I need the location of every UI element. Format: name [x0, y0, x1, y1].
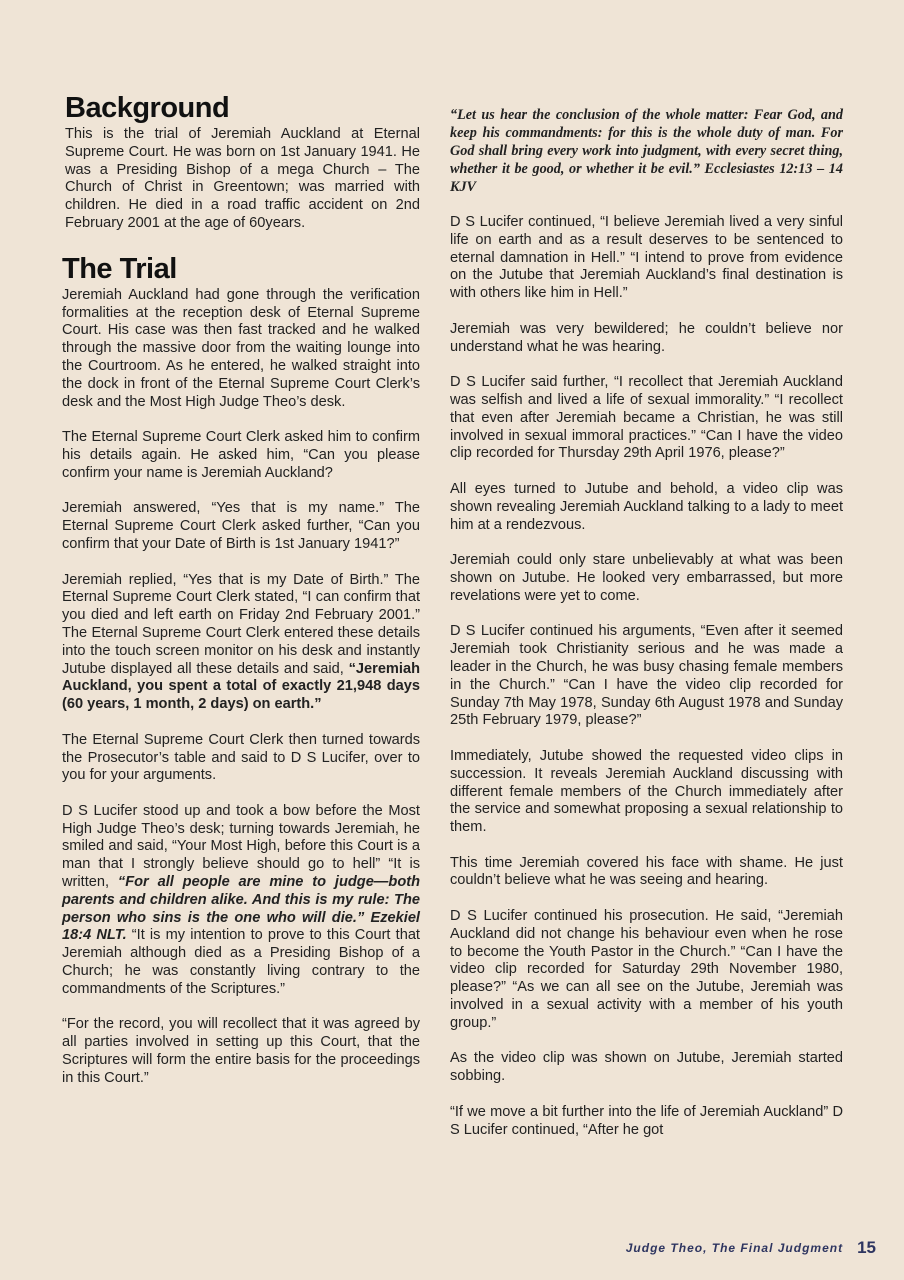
left-column — [62, 90, 420, 1105]
ezekiel-quote: “For all people are mine to judge—both parents and children alike. And this is my rule: The person who sins is the one who will die.” Ezekiel 18:4 NLT. — [62, 874, 421, 944]
footer-book-title: Judge Theo, The Final Judgment — [625, 1241, 844, 1255]
trial-paragraph-2: The Eternal Supreme Court Clerk asked him to confirm his details again. He asked him, “Can you please confirm your name is Jeremiah Auckland? — [62, 429, 420, 481]
right-paragraph-8: This time Jeremiah covered his face with shame. He just couldn’t believe what he was seeing and hearing. — [450, 854, 843, 889]
page-footer — [626, 1238, 876, 1258]
trial-paragraph-6-text: D S Lucifer stood up and took a bow before the Most High Judge Theo’s desk; turning towards Jeremiah, he smiled and said, “Your Most High, before this Court is a man that I strongly believe should go to hell” “It is written, — [62, 802, 420, 891]
right-paragraph-4: All eyes turned to Jutube and behold, a video clip was shown revealing Jeremiah Auckland talking to a lady to meet him at a rendezvous. — [450, 480, 843, 533]
trial-heading: The Trial — [62, 252, 177, 285]
right-paragraph-2: Jeremiah was very bewildered; he couldn’t believe nor understand what he was hearing. — [450, 320, 843, 355]
right-paragraph-5: Jeremiah could only stare unbelievably at what was been shown on Jutube. He looked very embarrassed, but more revelations were yet to come. — [450, 552, 843, 604]
trial-paragraph-6 — [62, 803, 420, 999]
right-paragraph-3: D S Lucifer said further, “I recollect that Jeremiah Auckland was selfish and lived a life of sexual immorality.” “I recollect that even after Jeremiah became a Christian, he was still involved in sexual immoral practices.” “Can I have the video clip recorded for Thursday 29th April 1976, please?” — [450, 374, 843, 462]
right-column — [450, 90, 843, 1157]
background-heading: Background — [65, 92, 230, 124]
days-on-earth-statement: “Jeremiah Auckland, you spent a total of exactly 21,948 days (60 years, 1 month, 2 days) on earth.” — [62, 660, 420, 713]
trial-paragraph-4-text: Jeremiah replied, “Yes that is my Date of Birth.” The Eternal Supreme Court Clerk stated, “I can confirm that you died and left earth on Friday 2nd February 2001.” The Eternal Supreme Court Clerk entered these details into the touch screen monitor on his desk and instantly Jutube displayed all these details and said, — [62, 571, 420, 677]
page-number: 15 — [857, 1238, 876, 1257]
trial-paragraph-6-continued: “It is my intention to prove to this Court that Jeremiah although died as a Presiding Bishop of a Church; he was constantly living contrary to the commandments of the Scriptures.” — [62, 927, 420, 997]
background-paragraph: This is the trial of Jeremiah Auckland at Eternal Supreme Court. He was born on 1st January 1941. He was a Presiding Bishop of a mega Church – The Church of Christ in Greentown; was married with children. He died in a road traffic accident on 2nd February 2001 at the age of 60years. — [65, 126, 420, 231]
trial-paragraph-5: The Eternal Supreme Court Clerk then turned towards the Prosecutor’s table and said to D S Lucifer, over to you for your arguments. — [62, 731, 420, 784]
trial-paragraph-7: “For the record, you will recollect that it was agreed by all parties involved in setting up this Court, that the Scriptures will form the entire basis for the proceedings in this Court.” — [62, 1016, 420, 1086]
right-paragraph-6: D S Lucifer continued his arguments, “Even after it seemed Jeremiah took Christianity serious and he was made a leader in the Church, he was busy chasing female members in the Church.” “Can I have the video clip recorded for Sunday 7th May 1978, Sunday 6th August 1978 and Sunday 25th February 1979, please?” — [450, 623, 843, 729]
right-paragraph-1: D S Lucifer continued, “I believe Jeremiah lived a very sinful life on earth and as a result deserves to be sentenced to eternal damnation in Hell.” “I intend to prove from evidence on the Jutube that Jeremiah Auckland’s final destination is with others like him in Hell.” — [450, 214, 843, 302]
right-paragraph-10: As the video clip was shown on Jutube, Jeremiah started sobbing. — [450, 1050, 843, 1085]
trial-paragraph-4 — [62, 572, 420, 714]
trial-paragraph-3: Jeremiah answered, “Yes that is my name.” The Eternal Supreme Court Clerk asked further, “Can you confirm that your Date of Birth is 1st January 1941?” — [62, 500, 420, 552]
trial-paragraph-1: Jeremiah Auckland had gone through the verification formalities at the reception desk of Eternal Supreme Court. His case was then fast tracked and he walked through the massive door from the waiting lounge into the Courtroom. As he entered, he walked straight into the dock in front of the Eternal Supreme Court Clerk’s desk and the Most High Judge Theo’s desk. — [62, 286, 420, 410]
right-paragraph-7: Immediately, Jutube showed the requested video clips in succession. It reveals Jeremiah Auckland discussing with different female members of the Church immediately after the service and somewhat proposing a sexual relationship to them. — [450, 747, 843, 836]
right-paragraph-11: “If we move a bit further into the life of Jeremiah Auckland” D S Lucifer continued, “After he got — [450, 1103, 843, 1138]
ecclesiastes-quote: “Let us hear the conclusion of the whole matter: Fear God, and keep his commandments: for this is the whole duty of man. For God shall bring every work into judgment, with every secret thing, whether it be good, or whether it be evil.” Ecclesiastes 12:13 – 14 KJV — [450, 107, 843, 195]
right-paragraph-9: D S Lucifer continued his prosecution. He said, “Jeremiah Auckland did not change his behaviour even when he rose to become the Youth Pastor in the Church.” “Can I have the video clip recorded for Saturday 29th November 1980, please?” “As we can all see on the Jutube, Jeremiah was involved in a sexual activity with a member of his youth group.” — [450, 908, 843, 1031]
